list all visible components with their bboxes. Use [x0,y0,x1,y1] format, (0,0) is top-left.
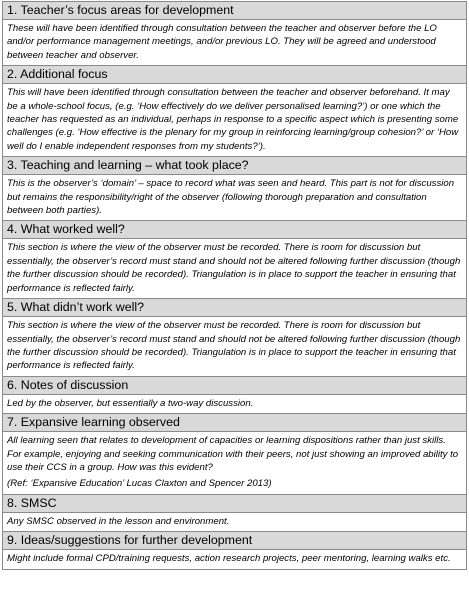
section-description: Any SMSC observed in the lesson and environment. [3,513,466,532]
section-heading: 3. Teaching and learning – what took place? [3,157,466,175]
observation-form-table [2,1,467,570]
section-heading: 5. What didn’t work well? [3,299,466,317]
section-teaching-learning [3,157,466,221]
section-description: Led by the observer, but essentially a two-way discussion. [3,395,466,414]
section-description: This is the observer’s ‘domain’ – space to record what was seen and heard. This part is not for discussion but remains the responsibility/right of the observer (following thorough preparation and consultation between both parties). [3,175,466,221]
section-description: These will have been identified through consultation between the teacher and observer before the LO and/or performance management meetings, and/or previous LO. They will be agreed and understood between teacher and observer. [3,20,466,66]
section-expansive-learning [3,414,466,495]
section-focus-areas [3,2,466,66]
section-heading: 9. Ideas/suggestions for further development [3,532,466,550]
section-worked-well [3,221,466,299]
section-description: This will have been identified through consultation between the teacher and observer beforehand. It may be a whole-school focus, (e.g. ‘How effectively do we deliver personalised learning?’) or one which the teacher has requested as an individual, perhaps in response to a specific aspect which is presenting some challenges (e.g. ‘How effective is the plenary for my group in reinforcing learning/group cohesion?’ or ‘How well do I enable independent responses from my students?’). [3,84,466,157]
section-description-wrapper [3,432,466,495]
section-description: This section is where the view of the observer must be recorded. There is room for discussion but essentially, the observer’s record must stand and should not be altered following further discussion (though the further discussion should be recorded). Triangulation is in place to support the teacher in ensuring that performance is reflected fairly. [3,317,466,377]
section-description: All learning seen that relates to development of capacities or learning dispositions rather than just skills. For example, enjoying and seeking communication with their peers, not just showing an improved ability to use their CCS in a group. How was this evident? [7,435,459,473]
section-notes-of-discussion [3,377,466,414]
reference-citation: (Ref: ‘Expansive Education’ Lucas Claxton and Spencer 2013) [7,478,272,490]
section-heading: 6. Notes of discussion [3,377,466,395]
section-additional-focus [3,66,466,157]
section-heading: 1. Teacher’s focus areas for development [3,2,466,20]
section-heading: 7. Expansive learning observed [3,414,466,432]
section-heading: 8. SMSC [3,495,466,513]
section-smsc [3,495,466,532]
section-heading: 4. What worked well? [3,221,466,239]
section-further-development [3,532,466,568]
section-description: Might include formal CPD/training requests, action research projects, peer mentoring, learning walks etc. [7,553,451,565]
section-didnt-work-well [3,299,466,377]
section-heading: 2. Additional focus [3,66,466,84]
section-description: This section is where the view of the observer must be recorded. There is room for discussion but essentially, the observer’s record must stand and should not be altered following further discussion (though the further discussion should be recorded). Triangulation is in place to support the teacher in ensuring that performance is reflected fairly. [3,239,466,299]
